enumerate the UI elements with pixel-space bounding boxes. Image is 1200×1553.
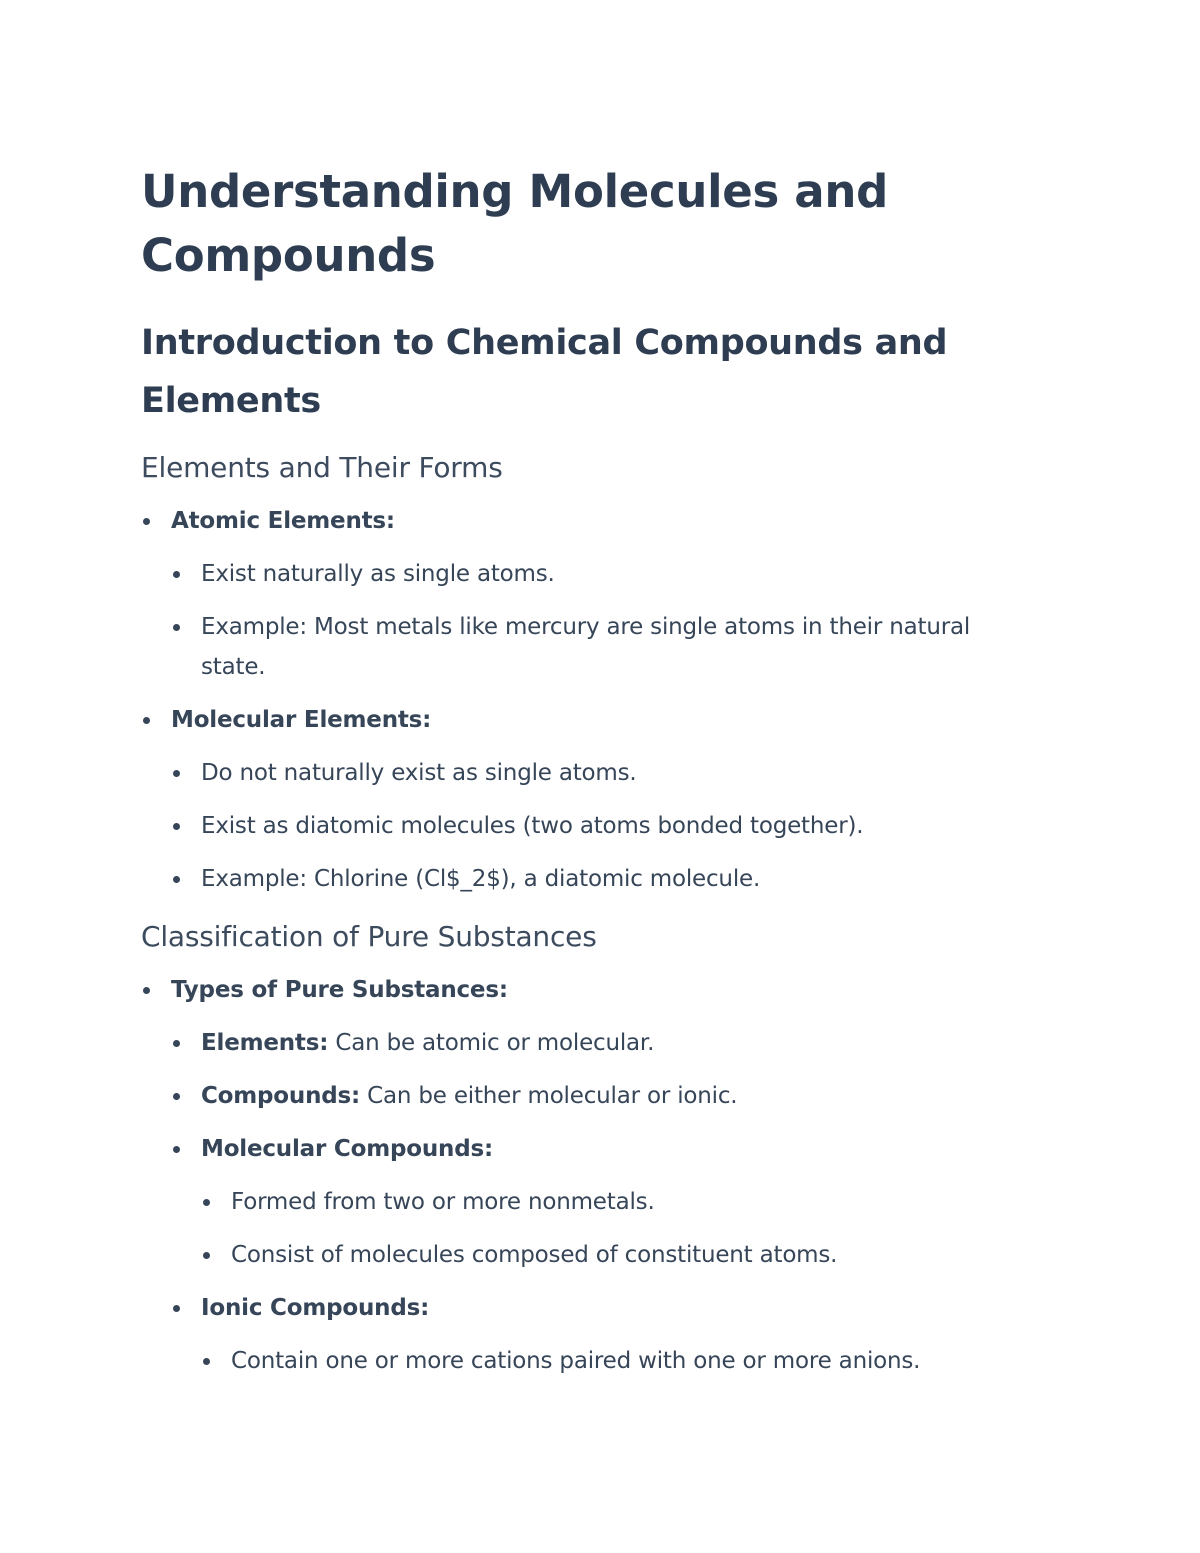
- section-heading: Introduction to Chemical Compounds and Elements: [141, 323, 948, 421]
- list-item: [201, 1341, 1041, 1381]
- list-item: [171, 554, 1041, 594]
- subsection-heading-pure-substances: Classification of Pure Substances: [141, 920, 597, 953]
- sub-sub-list: [201, 1341, 1041, 1381]
- term-ionic-compounds: Ionic Compounds:: [201, 1295, 430, 1321]
- list-item: [201, 1182, 1041, 1222]
- sub-sub-list: [201, 1182, 1041, 1275]
- list-item: [201, 1235, 1041, 1275]
- list-item-text: Example: Chlorine (Cl$_2$), a diatomic molecule.: [201, 866, 761, 892]
- list-item: [171, 806, 1041, 846]
- list-item: [171, 1076, 1041, 1116]
- document-page: [141, 160, 1041, 1381]
- item-label-atomic-elements: Atomic Elements:: [171, 508, 395, 534]
- elements-forms-list: [141, 501, 1041, 899]
- list-item: [171, 607, 1041, 687]
- term-compounds: Compounds:: [201, 1083, 361, 1109]
- list-item-text: Consist of molecules composed of constituent atoms.: [231, 1242, 838, 1268]
- list-item-text: Example: Most metals like mercury are single atoms in their natural state.: [201, 614, 971, 680]
- item-label-types-pure-substances: Types of Pure Substances:: [171, 977, 508, 1003]
- list-item: [171, 1129, 1041, 1275]
- list-item-text: Do not naturally exist as single atoms.: [201, 760, 637, 786]
- list-item: [141, 970, 1041, 1381]
- list-item: [171, 1023, 1041, 1063]
- list-item: [171, 753, 1041, 793]
- list-item: [171, 1288, 1041, 1381]
- item-label-molecular-elements: Molecular Elements:: [171, 707, 432, 733]
- page-title: Understanding Molecules and Compounds: [141, 165, 889, 282]
- term-molecular-compounds: Molecular Compounds:: [201, 1136, 493, 1162]
- list-item: [141, 700, 1041, 899]
- list-item-text: Formed from two or more nonmetals.: [231, 1189, 655, 1215]
- list-item-text: Exist as diatomic molecules (two atoms bonded together).: [201, 813, 864, 839]
- sub-list: [171, 554, 1041, 687]
- list-item: [141, 501, 1041, 687]
- subsection-heading-elements-forms: Elements and Their Forms: [141, 451, 503, 484]
- list-item-text: Contain one or more cations paired with one or more anions.: [231, 1348, 921, 1374]
- list-item-text: Exist naturally as single atoms.: [201, 561, 555, 587]
- term-elements: Elements:: [201, 1030, 329, 1056]
- pure-substances-list: [141, 970, 1041, 1381]
- sub-list: [171, 1023, 1041, 1381]
- sub-list: [171, 753, 1041, 899]
- list-item: [171, 859, 1041, 899]
- term-description: Can be either molecular or ionic.: [360, 1083, 738, 1109]
- term-description: Can be atomic or molecular.: [328, 1030, 655, 1056]
